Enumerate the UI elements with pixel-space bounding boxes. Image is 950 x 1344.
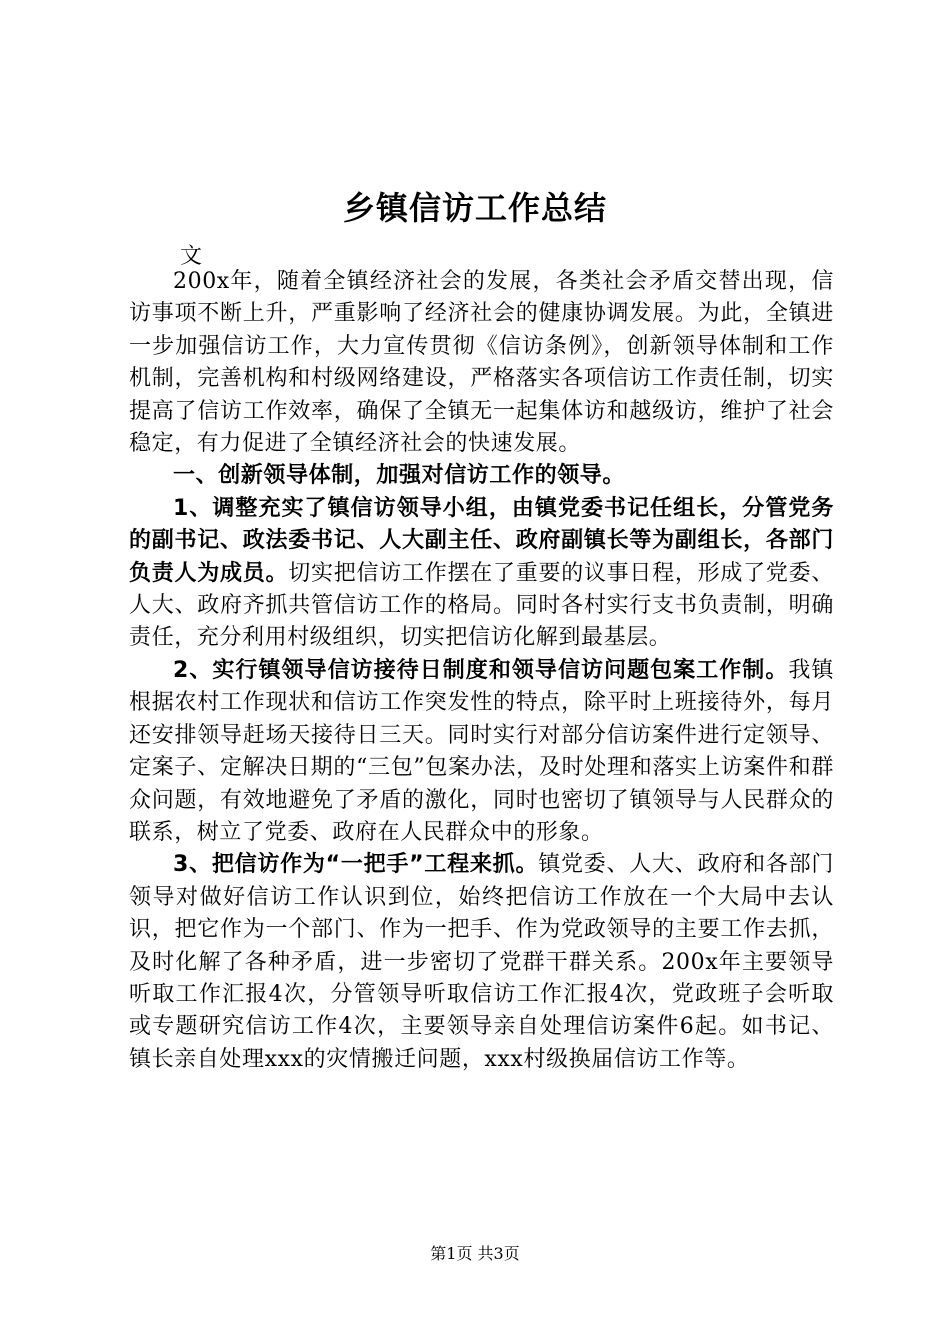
page-footer: 第1页 共3页: [430, 1244, 520, 1263]
section-heading-1: [129, 460, 834, 492]
paragraph-item-1: [129, 493, 834, 655]
paragraph-lead: 2、实行镇领导信访接待日制度和领导信访问题包案工作制。: [173, 657, 789, 683]
paragraph-text: 200x年，随着全镇经济社会的发展，各类社会矛盾交替出现，信访事项不断上升，严重影响了经济社会的健康协调发展。为此，全镇进一步加强信访工作，大力宣传贯彻《信访条例》，创新领导体制和工作机制，完善机构和村级网络建设，严格落实各项信访工作责任制，切实提高了信访工作效率，确保了全镇无一起集体访和越级访，维护了社会稳定，有力促进了全镇经济社会的快速发展。: [129, 269, 834, 457]
section-heading-text: 一、创新领导体制，加强对信访工作的领导。: [173, 463, 626, 489]
author-label: 文: [180, 244, 203, 269]
paragraph-lead: 1、调整充实了镇信访领导小组，由镇党委书记任组长，分管党务的副书记、政法委书记、人大副主任、政府副镇长等为副组长，各部门负责人为成员。: [129, 495, 834, 586]
document-title: 乡镇信访工作总结: [342, 189, 607, 227]
paragraph-item-2: [129, 655, 834, 849]
paragraph-text: 我镇根据农村工作现状和信访工作突发性的特点，除平时上班接待外，每月还安排领导赶场天接待日三天。同时实行对部分信访案件进行定领导、定案子、定解决日期的“三包”包案办法，及时处理和落实上访案件和群众问题，有效地避免了矛盾的激化，同时也密切了镇领导与人民群众的联系，树立了党委、政府在人民群众中的形象。: [129, 657, 834, 845]
document-body: [129, 266, 834, 1076]
paragraph-intro: [129, 266, 834, 460]
paragraph-item-3: [129, 849, 834, 1076]
paragraph-text: 切实把信访工作摆在了重要的议事日程，形成了党委、人大、政府齐抓共管信访工作的格局。同时各村实行支书负责制，明确责任，充分利用村级组织，切实把信访化解到最基层。: [129, 560, 835, 651]
paragraph-text: 镇党委、人大、政府和各部门领导对做好信访工作认识到位，始终把信访工作放在一个大局中去认识，把它作为一个部门、作为一把手、作为党政领导的主要工作去抓，及时化解了各种矛盾，进一步密切了党群干群关系。200x年主要领导听取工作汇报4次，分管领导听取信访工作汇报4次，党政班子会听取或专题研究信访工作4次，主要领导亲自处理信访案件6起。如书记、镇长亲自处理xxx的灾情搬迁问题，xxx村级换届信访工作等。: [129, 852, 834, 1072]
paragraph-lead: 3、把信访作为“一把手”工程来抓。: [173, 852, 539, 878]
